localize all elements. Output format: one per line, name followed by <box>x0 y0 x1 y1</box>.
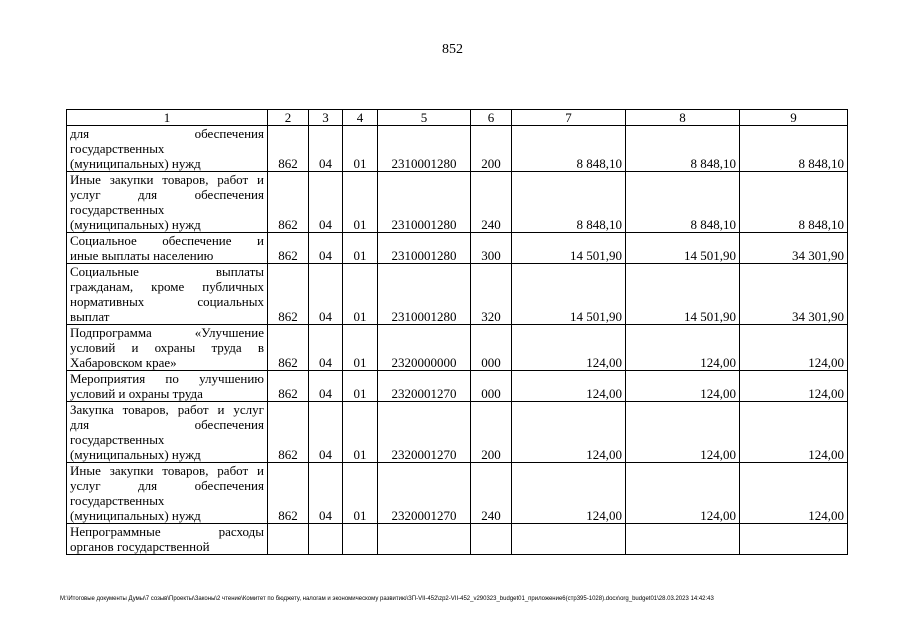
column-header: 3 <box>309 110 343 126</box>
row-name-line: для обеспечения <box>70 417 264 432</box>
cell-amount-7: 14 501,90 <box>512 233 626 264</box>
cell-code-4: 01 <box>343 126 378 172</box>
row-name-line: Социальное обеспечение и <box>70 233 264 248</box>
cell-amount-9: 8 848,10 <box>740 172 848 233</box>
cell-code-4: 01 <box>343 371 378 402</box>
cell-amount-7: 124,00 <box>512 325 626 371</box>
cell-code-4: 01 <box>343 172 378 233</box>
cell-amount-8: 124,00 <box>626 325 740 371</box>
page-number: 852 <box>442 42 463 57</box>
row-name <box>67 402 268 463</box>
cell-code-3: 04 <box>309 126 343 172</box>
row-name-line: условий и охраны труда <box>70 386 203 401</box>
row-name-line: (муниципальных) нужд <box>70 447 201 462</box>
table-row <box>67 325 848 371</box>
cell-amount-9: 124,00 <box>740 463 848 524</box>
cell-code-3: 04 <box>309 233 343 264</box>
cell-code-4: 01 <box>343 233 378 264</box>
table-row <box>67 172 848 233</box>
row-name-line: государственных <box>70 493 165 508</box>
cell-code-6: 000 <box>471 325 512 371</box>
cell-code-5: 2310001280 <box>378 264 471 325</box>
cell-code-2: 862 <box>268 126 309 172</box>
cell-code-2: 862 <box>268 172 309 233</box>
cell-code-4: 01 <box>343 402 378 463</box>
row-name-line: услуг для обеспечения <box>70 478 264 493</box>
cell-code-3 <box>309 524 343 555</box>
cell-code-3: 04 <box>309 402 343 463</box>
cell-code-3: 04 <box>309 264 343 325</box>
cell-code-6: 240 <box>471 463 512 524</box>
row-name <box>67 371 268 402</box>
row-name-line: (муниципальных) нужд <box>70 508 201 523</box>
table-row <box>67 463 848 524</box>
cell-code-6: 200 <box>471 126 512 172</box>
cell-code-5: 2320001270 <box>378 371 471 402</box>
table-row <box>67 524 848 555</box>
column-header: 9 <box>740 110 848 126</box>
table-row <box>67 126 848 172</box>
row-name-line: иные выплаты населению <box>70 248 214 263</box>
cell-amount-7: 124,00 <box>512 371 626 402</box>
column-header: 7 <box>512 110 626 126</box>
cell-amount-9: 124,00 <box>740 371 848 402</box>
cell-code-5: 2310001280 <box>378 126 471 172</box>
row-name-line: Закупка товаров, работ и услуг <box>70 402 264 417</box>
cell-code-5 <box>378 524 471 555</box>
row-name-line: гражданам, кроме публичных <box>70 279 264 294</box>
cell-code-4: 01 <box>343 264 378 325</box>
row-name <box>67 524 268 555</box>
cell-amount-7: 14 501,90 <box>512 264 626 325</box>
row-name <box>67 233 268 264</box>
cell-code-2: 862 <box>268 463 309 524</box>
cell-code-2: 862 <box>268 264 309 325</box>
cell-amount-7: 124,00 <box>512 402 626 463</box>
cell-code-4: 01 <box>343 325 378 371</box>
cell-code-6: 320 <box>471 264 512 325</box>
row-name <box>67 126 268 172</box>
cell-code-5: 2310001280 <box>378 233 471 264</box>
cell-code-6: 240 <box>471 172 512 233</box>
table-header-row <box>67 110 848 126</box>
row-name-line: условий и охраны труда в <box>70 340 264 355</box>
cell-code-6: 300 <box>471 233 512 264</box>
row-name-line: Непрограммные расходы <box>70 524 264 539</box>
row-name-line: Мероприятия по улучшению <box>70 371 264 386</box>
row-name-line: Иные закупки товаров, работ и <box>70 463 264 478</box>
cell-amount-7 <box>512 524 626 555</box>
column-header: 5 <box>378 110 471 126</box>
cell-amount-8: 14 501,90 <box>626 264 740 325</box>
file-path-footer: M:\Итоговые документы Думы\7 созыв\Проекты\Законы\2 чтение\Комитет по бюджету, налогам и экономическому развитию\ЗП-VII-452\zp2-VII-452_v290323_budget01_приложение6(стр395-1028).docx\org_budget01\28.03.2023 14:42:43 <box>60 596 714 602</box>
cell-code-3: 04 <box>309 463 343 524</box>
column-header: 6 <box>471 110 512 126</box>
column-header: 8 <box>626 110 740 126</box>
cell-amount-7: 8 848,10 <box>512 172 626 233</box>
row-name <box>67 325 268 371</box>
cell-code-2: 862 <box>268 402 309 463</box>
row-name-line: услуг для обеспечения <box>70 187 264 202</box>
row-name-line: государственных <box>70 141 165 156</box>
row-name-line: выплат <box>70 309 110 324</box>
column-header: 4 <box>343 110 378 126</box>
cell-amount-8: 124,00 <box>626 371 740 402</box>
cell-code-2 <box>268 524 309 555</box>
row-name-line: (муниципальных) нужд <box>70 217 201 232</box>
cell-code-4: 01 <box>343 463 378 524</box>
row-name-line: Иные закупки товаров, работ и <box>70 172 264 187</box>
cell-code-3: 04 <box>309 172 343 233</box>
cell-amount-9: 8 848,10 <box>740 126 848 172</box>
row-name-line: для обеспечения <box>70 126 264 141</box>
row-name-line: Социальные выплаты <box>70 264 264 279</box>
cell-code-5: 2320001270 <box>378 402 471 463</box>
cell-code-6: 000 <box>471 371 512 402</box>
row-name <box>67 172 268 233</box>
budget-table <box>66 109 848 555</box>
column-header: 1 <box>67 110 268 126</box>
cell-amount-8: 124,00 <box>626 402 740 463</box>
cell-amount-9: 34 301,90 <box>740 233 848 264</box>
table-row <box>67 371 848 402</box>
table-row <box>67 264 848 325</box>
row-name <box>67 463 268 524</box>
cell-code-2: 862 <box>268 371 309 402</box>
cell-amount-8: 8 848,10 <box>626 172 740 233</box>
cell-code-6: 200 <box>471 402 512 463</box>
column-header: 2 <box>268 110 309 126</box>
cell-amount-8: 14 501,90 <box>626 233 740 264</box>
cell-amount-8: 124,00 <box>626 463 740 524</box>
cell-amount-9: 124,00 <box>740 402 848 463</box>
cell-code-2: 862 <box>268 325 309 371</box>
table-row <box>67 402 848 463</box>
cell-code-3: 04 <box>309 371 343 402</box>
cell-amount-9 <box>740 524 848 555</box>
row-name-line: нормативных социальных <box>70 294 264 309</box>
row-name-line: Хабаровском крае» <box>70 355 177 370</box>
cell-amount-8: 8 848,10 <box>626 126 740 172</box>
cell-amount-8 <box>626 524 740 555</box>
row-name-line: Подпрограмма «Улучшение <box>70 325 264 340</box>
cell-code-5: 2310001280 <box>378 172 471 233</box>
row-name-line: государственных <box>70 432 165 447</box>
row-name-line: (муниципальных) нужд <box>70 156 201 171</box>
cell-code-5: 2320001270 <box>378 463 471 524</box>
cell-code-3: 04 <box>309 325 343 371</box>
cell-amount-7: 124,00 <box>512 463 626 524</box>
row-name <box>67 264 268 325</box>
cell-code-5: 2320000000 <box>378 325 471 371</box>
row-name-line: органов государственной <box>70 539 210 554</box>
cell-amount-7: 8 848,10 <box>512 126 626 172</box>
cell-code-6 <box>471 524 512 555</box>
cell-code-4 <box>343 524 378 555</box>
table-row <box>67 233 848 264</box>
cell-amount-9: 34 301,90 <box>740 264 848 325</box>
cell-amount-9: 124,00 <box>740 325 848 371</box>
cell-code-2: 862 <box>268 233 309 264</box>
row-name-line: государственных <box>70 202 165 217</box>
